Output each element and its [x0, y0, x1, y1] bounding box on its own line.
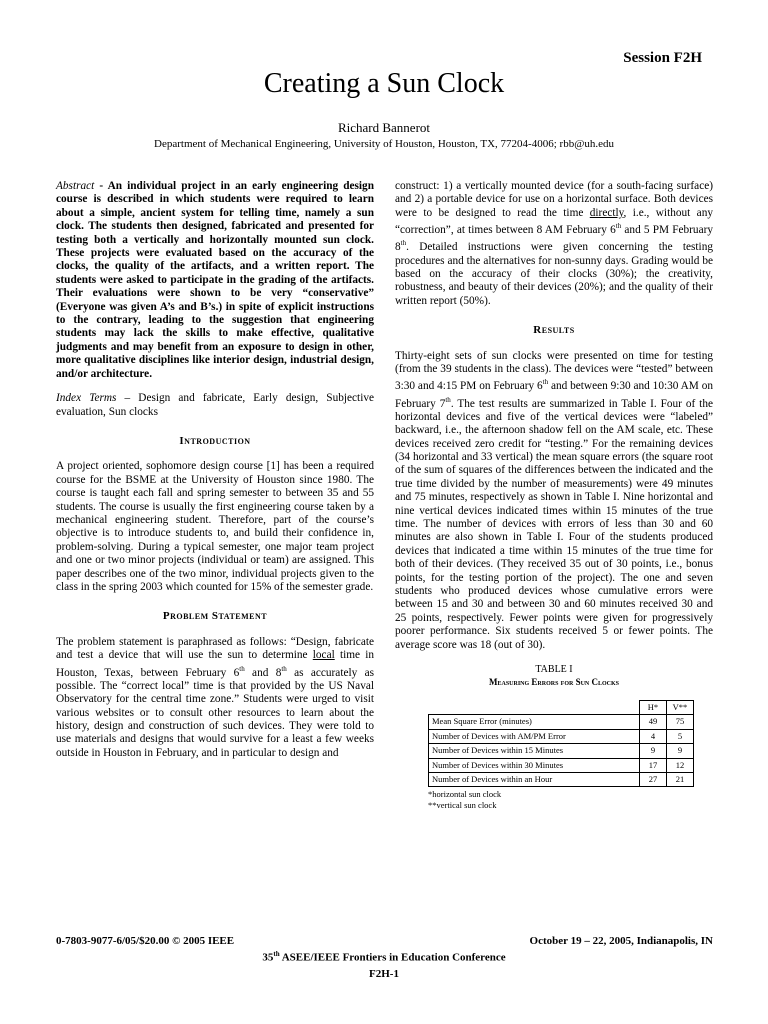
left-column: [56, 180, 374, 771]
problem-heading: Problem Statement: [162, 610, 268, 623]
table-cell-label: Number of Devices with AM/PM Error: [429, 729, 640, 743]
table-row: [429, 758, 694, 772]
problem-local: local: [312, 649, 335, 662]
table-notes: [428, 789, 713, 811]
table-cell-v: 5: [667, 729, 694, 743]
table-cell-v: 12: [667, 758, 694, 772]
table-caption: TABLE I: [535, 664, 573, 676]
table-cell-v: 9: [667, 744, 694, 758]
sup-th: th: [400, 239, 407, 248]
sup-th: th: [615, 222, 622, 231]
table-col-h: H*: [640, 700, 667, 714]
table-note-horizontal: *horizontal sun clock: [428, 789, 502, 800]
construct-text-1: construct: 1) a vertically mounted device (for a south-facing surface) and 2) a portable device for use on a horizontal surface. Both devices were to be designed to read the time: [395, 180, 713, 219]
table-subtitle: Measuring Errors for Sun Clocks: [488, 677, 619, 688]
footer-date: October 19 – 22, 2005, Indianapolis, IN: [529, 935, 713, 947]
session-label: Session F2H: [623, 50, 702, 66]
paper-title: Creating a Sun Clock: [263, 68, 505, 99]
problem-text-2: time in Houston, Texas, between February 6: [56, 649, 375, 679]
author-name: Richard Bannerot: [337, 120, 431, 135]
table-cell-v: 21: [667, 772, 694, 786]
problem-body: [56, 636, 374, 760]
table-col-v: V**: [667, 700, 694, 714]
table-cell-label: Number of Devices within an Hour: [429, 772, 640, 786]
introduction-heading: Introduction: [179, 434, 251, 447]
footer-conference: [0, 950, 768, 964]
table-cell-label: Number of Devices within 15 Minutes: [429, 744, 640, 758]
results-heading: Results: [533, 324, 575, 337]
table-cell-label: Mean Square Error (minutes): [429, 715, 640, 729]
introduction-body: A project oriented, sophomore design course [1] has been a required course for the BSME at the University of Houston since 1980. The course is taught each fall and spring semester to between 35 and 55 students. The course is usually the first engineering course taken by a mechanical engineering student. Therefore, part of the course’s objective is to introduce students to, and build their confidence in, problem-solving. During a typical semester, one major team project and one or two minor projects (individual or team) are assigned. This paper describes one of the two minor, individual projects given to the class in the spring 2003 which counted for 15% of the semester grade.: [56, 460, 374, 593]
results-table: [428, 700, 694, 787]
conference-sup: th: [273, 950, 280, 958]
table-cell-h: 9: [640, 744, 667, 758]
table-cell-label: Number of Devices within 30 Minutes: [429, 758, 640, 772]
sup-th: th: [542, 378, 549, 387]
table-corner: [429, 700, 640, 714]
table-cell-h: 17: [640, 758, 667, 772]
results-text-1: Thirty-eight sets of sun clocks were presented on time for testing (from the 39 students in the class). The devices were “tested” between 3:30 and 4:15 PM on February 6: [395, 349, 713, 393]
conference-name: ASEE/IEEE Frontiers in Education Conference: [279, 951, 506, 964]
footer-isbn: 0-7803-9077-6/05/$20.00 © 2005 IEEE: [56, 935, 235, 947]
construct-text-2: , i.e., without any “correction”, at times between 8 AM February 6: [395, 206, 713, 236]
sup-th: th: [445, 395, 451, 404]
abstract-label: Abstract: [56, 180, 95, 192]
index-terms: [56, 392, 374, 419]
table-cell-h: 27: [640, 772, 667, 786]
table-header-row: [429, 700, 694, 714]
table-cell-v: 75: [667, 715, 694, 729]
problem-text-1: The problem statement is paraphrased as follows: “Design, fabricate and test a device that will use the sun to determine: [56, 635, 374, 662]
table-row: [429, 772, 694, 786]
construct-text-3: and 5 PM February 8: [395, 223, 713, 254]
problem-text-3: and 8: [244, 666, 282, 679]
sup-th: th: [281, 664, 287, 673]
problem-text-4: as accurately as possible. The “correct local” time is that provided by the US Naval Observatory for the central time zone.” Students were urged to visit various websites or to consult other resources to learn about the history, design and construction of such devices. They were told to use materials and designs that would survive for a least a few weeks outside in Houston in February, and in particular to design and: [56, 666, 374, 759]
conference-number: 35: [262, 951, 274, 964]
sup-th: th: [239, 664, 245, 673]
table-row: [429, 744, 694, 758]
table-note-vertical: **vertical sun clock: [428, 800, 497, 811]
index-terms-label: Index Terms: [56, 392, 117, 405]
page-id: F2H-1: [369, 968, 399, 980]
table-row: [429, 729, 694, 743]
abstract-body: - An individual project in an early engineering design course is described in which students were required to learn about a simple, ancient system for telling time, namely a sun clock. The students then designed, fabricated and presented for testing both a vertically and horizontally mounted sun clock. These projects were evaluated based on the accuracy of the clocks, the quality of the artifacts, and a written report. The students were asked to participate in the grading of the artifacts. Their evaluations were shown to be very “conservative” (Everyone was given A’s and B’s.) in spite of explicit instructions to the contrary, leading to the suggestion that engineering students may lack the skills to make effective, qualitative judgments and may benefit from an exposure to design in other, more qualitative disciplines like interior design, industrial design, and/or architecture.: [56, 180, 374, 380]
results-text-2: and between 9:30 and 10:30 AM on February 7: [395, 380, 713, 410]
affiliation: Department of Mechanical Engineering, University of Houston, Houston, TX, 77204-4006; rbb@uh.edu: [154, 138, 614, 150]
results-text-3: . The test results are summarized in Table I. Four of the horizontal devices and five of the vertical devices were “labeled” backward, i.e., the afternoon shadow fell on the AM scale, etc. These devices received zero credit for “testing.” For the remaining devices (34 horizontal and 33 vertical) the mean square errors (the square root of the sum of squares of the differences between the indicated and the true time divided by the number of measurements) were 49 minutes and 75 minutes, respectively as shown in Table I. Nine horizontal and nine vertical devices indicated times within 15 minutes of the true time. The number of devices with errors of less than 30 and 60 minutes are also shown in Table I. Four of the students produced devices that indicated a time within 15 minutes of the true time for both of their devices. (They received 35 out of 30 points, i.e., bonus points, for the testing portion of the project). The one and seven students who produced devices whose cumulative errors were between 15 and 30 and between 30 and 60 minutes received 30 and 25 points, respectively. Fewer points were given for progressively poorer performance. Six students received 5 or fewer points. The average score was 18 (out of 30).: [395, 397, 713, 651]
index-terms-body: – Design and fabricate, Early design, Subjective evaluation, Sun clocks: [56, 392, 374, 418]
construct-body: [395, 180, 713, 308]
table-cell-h: 4: [640, 729, 667, 743]
construct-directly: directly: [589, 206, 624, 219]
table-row: [429, 715, 694, 729]
table-cell-h: 49: [640, 715, 667, 729]
abstract: [56, 180, 374, 381]
right-column: [395, 180, 713, 811]
results-body: [395, 350, 713, 652]
construct-text-4: . Detailed instructions were given concerning the testing procedures and the alternatives for non-sunny days. Grading would be based on the accuracy of their clocks (30%); the creativity, robustness, and beauty of their devices (20%); and the quality of their written report (50%).: [395, 241, 713, 307]
